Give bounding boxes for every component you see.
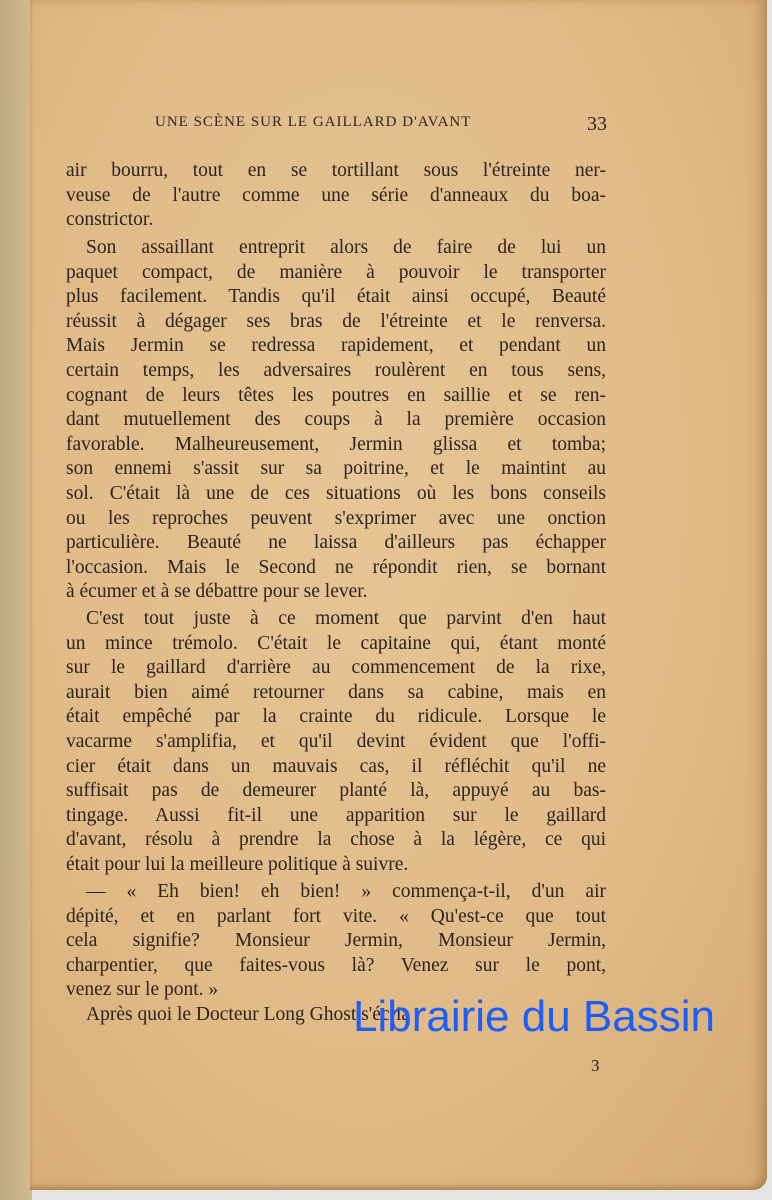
text-line: charpentier, que faites-vous là? Venez sur le pont, xyxy=(66,954,606,976)
running-header: UNE SCÈNE SUR LE GAILLARD D'AVANT xyxy=(155,114,472,130)
paragraph xyxy=(66,159,606,233)
text-line: air bourru, tout en se tortillant sous l'étreinte ner- xyxy=(66,160,606,181)
text-line: dant mutuellement des coups à la première occasion xyxy=(66,409,606,431)
text-line: Son assaillant entreprit alors de faire de lui un xyxy=(86,237,606,258)
text-line: sur le gaillard d'arrière au commencement de la rixe, xyxy=(66,657,606,679)
text-line: veuse de l'autre comme une série d'anneaux du boa- xyxy=(66,184,606,206)
text-line: était pour lui la meilleure politique à suivre. xyxy=(66,853,409,875)
text-line: certain temps, les adversaires roulèrent en tous sens, xyxy=(66,359,606,381)
paragraph xyxy=(66,236,606,605)
text-line: tingage. Aussi fit-il une apparition sur le gaillard xyxy=(66,804,606,826)
text-line: Après quoi le Docteur Long Ghost s'écria : xyxy=(86,1004,421,1025)
adjacent-page-edge xyxy=(0,0,32,1200)
text-line: venez sur le pont. » xyxy=(66,979,219,1001)
paragraph xyxy=(66,607,606,878)
text-line: sol. C'était là une de ces situations où les bons conseils xyxy=(66,482,606,504)
page-number: 33 xyxy=(587,113,607,135)
text-line: suffisait pas de demeurer planté là, appuyé au bas- xyxy=(66,780,606,802)
paragraph xyxy=(66,880,606,1003)
text-line: aurait bien aimé retourner dans sa cabine, mais en xyxy=(66,681,606,703)
text-line: son ennemi s'assit sur sa poitrine, et le maintint au xyxy=(66,458,606,480)
text-line: réussit à dégager ses bras de l'étreinte et le renversa. xyxy=(66,310,606,332)
text-line: cognant de leurs têtes les poutres en saillie et se ren- xyxy=(66,384,606,406)
text-line: plus facilement. Tandis qu'il était ainsi occupé, Beauté xyxy=(66,286,606,308)
text-line: ou les reproches peuvent s'exprimer avec une onction xyxy=(66,507,606,529)
text-line: cier était dans un mauvais cas, il réfléchit qu'il ne xyxy=(66,755,606,777)
text-line: Mais Jermin se redressa rapidement, et pendant un xyxy=(66,335,606,357)
text-line: cela signifie? Monsieur Jermin, Monsieur Jermin, xyxy=(66,930,606,952)
signature-mark: 3 xyxy=(591,1056,600,1075)
text-line: favorable. Malheureusement, Jermin glissa et tomba; xyxy=(66,433,606,455)
text-line: constrictor. xyxy=(66,209,154,231)
text-line: — « Eh bien! eh bien! » commença-t-il, d'un air xyxy=(86,881,606,902)
text-line: l'occasion. Mais le Second ne répondit rien, se bornant xyxy=(66,556,606,578)
text-line: était empêché par la crainte du ridicule. Lorsque le xyxy=(66,706,606,728)
text-line: C'est tout juste à ce moment que parvint d'en haut xyxy=(86,608,606,629)
text-line: paquet compact, de manière à pouvoir le transporter xyxy=(66,261,606,283)
text-line: vacarme s'amplifia, et qu'il devint évident que l'offi- xyxy=(66,730,606,752)
text-line: à écumer et à se débattre pour se lever. xyxy=(66,581,368,603)
watermark: Librairie du Bassin xyxy=(353,992,715,1041)
text-line: un mince trémolo. C'était le capitaine qui, étant monté xyxy=(66,632,606,654)
text-line: d'avant, résolu à prendre la chose à la légère, ce qui xyxy=(66,829,606,851)
text-line: particulière. Beauté ne laissa d'ailleurs pas échapper xyxy=(66,532,606,554)
text-line: dépité, et en parlant fort vite. « Qu'est-ce que tout xyxy=(66,905,606,927)
